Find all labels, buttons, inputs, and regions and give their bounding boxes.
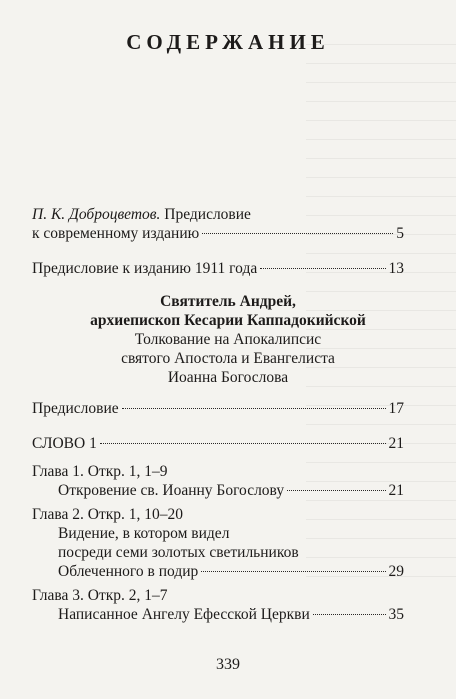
toc-entry-chapter-2[interactable]	[32, 505, 404, 581]
dot-leader	[260, 268, 385, 269]
header-line: святого Апостола и Евангелиста	[121, 350, 335, 367]
toc-entry-line	[32, 434, 404, 453]
dot-leader	[313, 614, 386, 615]
toc-entry-modern-preface[interactable]	[32, 205, 404, 243]
toc-entry-text: СЛОВО 1	[32, 435, 97, 452]
page-ref: 21	[388, 435, 404, 452]
toc-entry-line	[32, 399, 404, 418]
header-line: Толкование на Апокалипсис	[134, 331, 322, 348]
toc-entry-line	[32, 259, 404, 278]
chapter-heading: Глава 2. Откр. 1, 10–20	[32, 506, 184, 523]
toc-entry-text: посреди семи золотых светильников	[58, 544, 299, 561]
dot-leader	[202, 233, 393, 234]
page-ref: 21	[388, 482, 404, 499]
toc-entry-chapter-1[interactable]	[32, 462, 404, 500]
header-line: архиепископ Кесарии Каппадокийской	[90, 312, 366, 329]
dot-leader	[100, 443, 386, 444]
author-name: П. К. Доброцветов.	[32, 206, 161, 223]
toc-entry-text: Предисловие	[160, 206, 251, 223]
toc-entry-line2	[32, 224, 404, 243]
toc-entry-line	[32, 562, 404, 581]
page-number: 339	[216, 656, 240, 673]
toc-entry-text: к современному изданию	[32, 225, 200, 242]
toc-entry-chapter-3[interactable]	[32, 586, 404, 624]
chapter-heading: Глава 1. Откр. 1, 1–9	[32, 463, 168, 480]
dot-leader	[122, 408, 386, 409]
toc-entry-line	[32, 481, 404, 500]
page-ref: 29	[388, 563, 404, 580]
toc-entry-line1	[32, 205, 404, 224]
toc-entry-text: Облеченного в подир	[58, 563, 199, 580]
toc-entry-text: Предисловие к изданию 1911 года	[32, 260, 258, 277]
page-ref: 13	[388, 260, 404, 277]
toc-entry-text: Откровение св. Иоанну Богослову	[58, 482, 285, 499]
toc-entry-preface[interactable]	[32, 399, 404, 418]
header-line: Иоанна Богослова	[167, 369, 289, 386]
toc-entry-text: Предисловие	[32, 400, 119, 417]
dot-leader	[201, 571, 385, 572]
page-ref: 35	[388, 606, 404, 623]
page-ref: 17	[388, 400, 404, 417]
header-line: Святитель Андрей,	[160, 293, 296, 310]
toc-entry-line	[32, 605, 404, 624]
page-ref: 5	[396, 225, 404, 242]
section-header	[0, 292, 456, 387]
toc-entry-text: Видение, в котором видел	[58, 525, 230, 542]
toc-entry-text: Написанное Ангелу Ефесской Церкви	[58, 606, 310, 623]
toc-entry-1911-preface[interactable]	[32, 259, 404, 278]
dot-leader	[287, 490, 385, 491]
toc-entry-slovo-1[interactable]	[32, 434, 404, 453]
chapter-heading: Глава 3. Откр. 2, 1–7	[32, 587, 168, 604]
page-title: СОДЕРЖАНИЕ	[126, 30, 330, 54]
